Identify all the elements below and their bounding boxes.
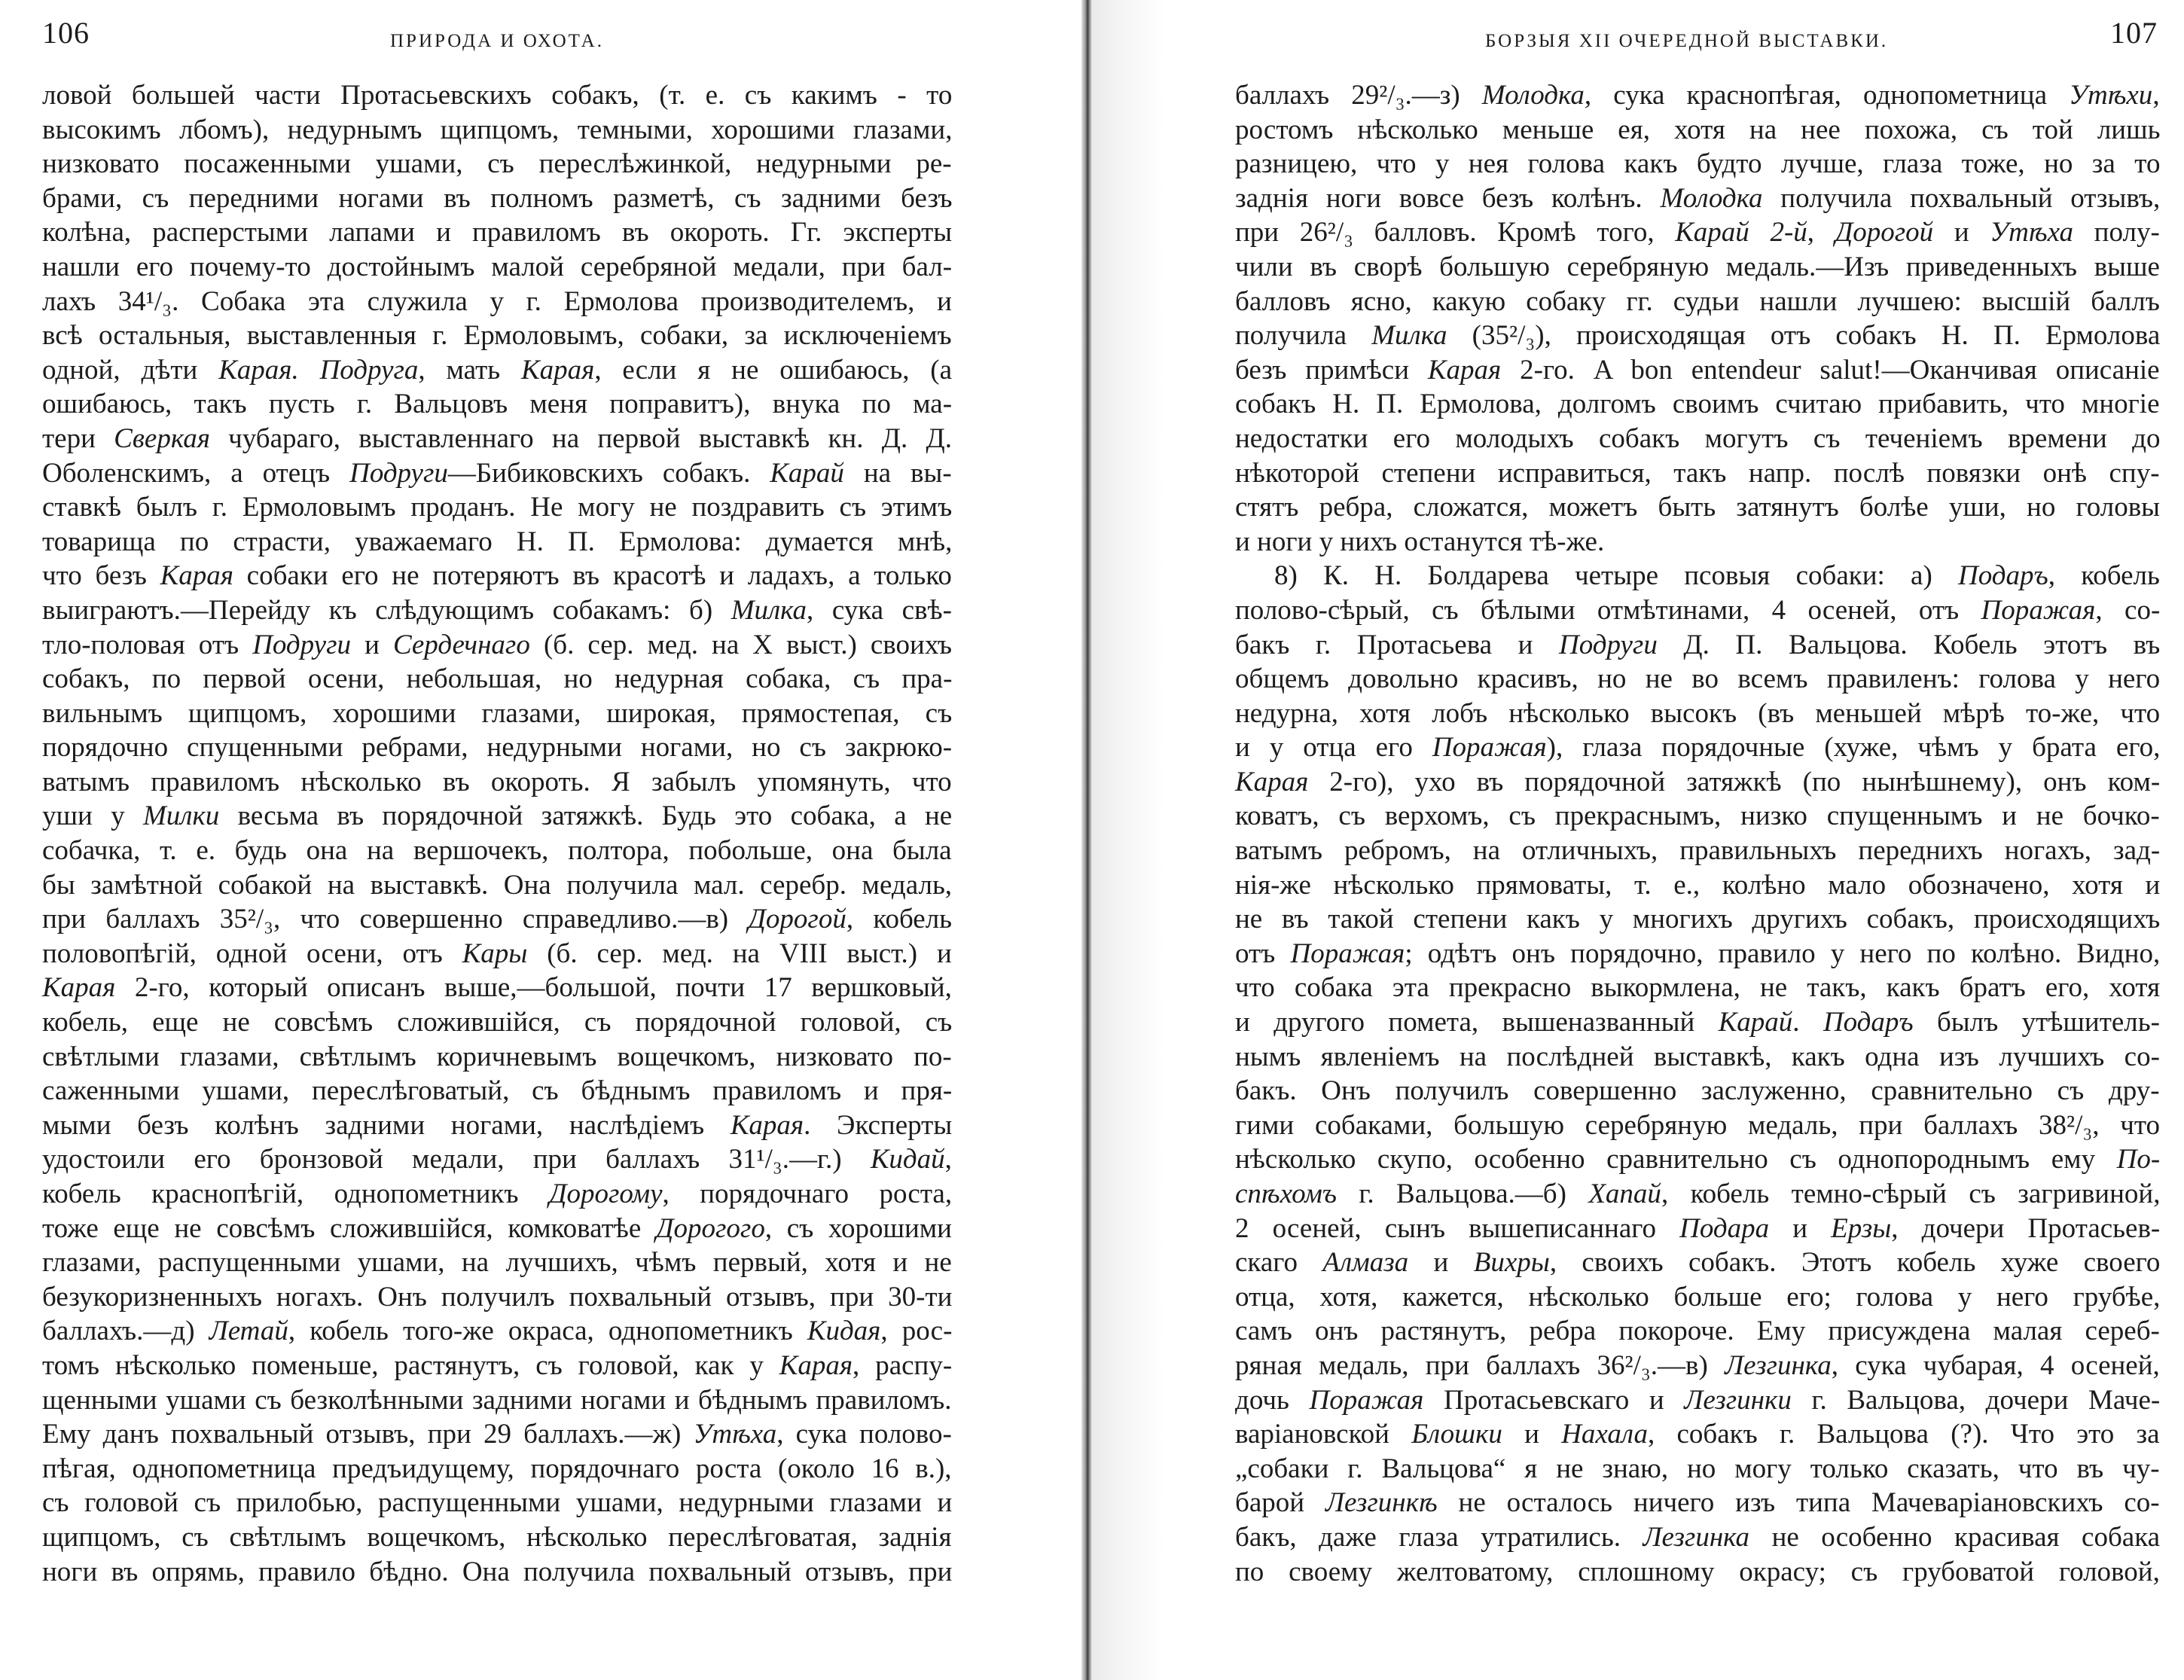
text-run: съ головой съ прилобью, распущенными ушами, недурными глазами и [42,1487,953,1519]
italic-name: Кары [462,938,528,969]
text-run: и [1769,1212,1832,1244]
text-run: отъ [1235,938,1291,969]
italic-name: Подаръ [1823,1007,1914,1038]
text-line [1235,1314,2160,1349]
text-line [42,559,952,593]
text-line [42,593,952,628]
text-run: , кобель [2048,560,2160,592]
text-run: коватъ, съ верхомъ, съ прекраснымъ, низко спущеннымъ и не бочко- [1235,800,2160,832]
text-run: ноги въ опрямь, правило бѣдно. Она получила похвальный отзывъ, при [42,1556,953,1587]
italic-name: спѣхомъ [1235,1178,1338,1209]
text-line [42,1383,952,1418]
text-run: барой [1235,1487,1325,1519]
text-run: г. Вальцова.—б) [1337,1178,1589,1209]
text-run: , своихъ собакъ. Этотъ кобель хуже своего [1549,1247,2161,1279]
text-run: , если я не ошибаюсь, (а [594,354,953,386]
italic-name: Карая [521,354,595,386]
text-run: вильнымъ щипцомъ, хорошими глазами, широкая, прямостепая, съ [42,697,953,729]
italic-name: Кидай [870,1144,945,1175]
text-line [1235,868,2160,903]
italic-name: Кидая [807,1316,881,1347]
text-run: (35²/₃), происходящая отъ собакъ Н. П. Ермолова [1447,320,2161,352]
text-line [1235,559,2160,593]
italic-name: Карая [730,1109,804,1141]
text-run: , [1807,217,1835,248]
text-run: не въ такой степени какъ у многихъ другихъ собакъ, происходящихъ [1235,904,2161,935]
text-line [1235,628,2160,663]
text-run: ставкѣ былъ г. Ермоловымъ проданъ. Не могу не поздравить съ этимъ [42,492,953,523]
text-line [1235,1383,2160,1418]
italic-name: Лезгинка [1725,1349,1832,1381]
text-line [1235,525,2160,559]
text-line [42,662,952,697]
text-line [1235,78,2160,113]
italic-name: Алмаза [1322,1247,1409,1279]
italic-name: Дорогому [548,1178,663,1209]
text-run: ловой большей части Протасьевскихъ собакъ, (т. е. съ какимъ - то [42,80,953,111]
text-line [1235,422,2160,456]
page-number: 107 [2110,16,2158,50]
text-line [1235,902,2160,937]
text-line [1235,697,2160,731]
text-run: Д. П. Вальцова. Кобель этотъ въ [1657,629,2161,660]
text-run: заднія ноги вовсе безъ колѣнъ. [1235,182,1661,214]
text-run: кобель краснопѣгій, однопометникъ [42,1178,549,1209]
text-line [1235,1074,2160,1108]
italic-name: Карая. Подруга [218,354,419,386]
text-run: и ноги у нихъ останутся тѣ-же. [1235,526,1605,557]
text-run: пѣгая, однопометница предъидущему, порядочнаго роста (около 16 в.), [42,1453,952,1484]
text-run: что безъ [42,560,160,592]
text-line [1235,215,2160,250]
text-line [42,1280,952,1315]
text-run: , сука полово- [776,1419,952,1450]
text-line [1235,113,2160,148]
text-line [42,1486,952,1520]
italic-name: По- [2116,1144,2161,1175]
italic-name: Дорогой [1835,217,1934,248]
text-run: безукоризненныхъ ногахъ. Онъ получилъ похвальный отзывъ, при 30-ти [42,1281,953,1313]
text-line [42,113,952,148]
text-run: половопѣгій, одной осени, отъ [42,938,462,969]
italic-name: Хапай [1588,1178,1661,1209]
italic-name: Карай 2-й [1675,217,1807,248]
text-line [1235,1349,2160,1383]
text-run: , кобель темно-сѣрый съ загривиной, [1661,1178,2161,1209]
text-line [1235,937,2160,971]
text-run: общемъ довольно красивъ, но не во всемъ правиленъ: голова у него [1235,663,2161,695]
text-line [1235,593,2160,628]
text-run: получила похвальный отзывъ, [1762,182,2161,214]
text-run: и [1408,1247,1474,1279]
text-run: ошибаюсь, такъ пусть г. Вальцовъ меня поправитъ), внука по ма- [42,389,953,420]
text-run: 2 осеней, сынъ вышеписаннаго [1235,1212,1680,1244]
text-run: кобель, еще не совсѣмъ сложившійся, съ порядочной головой, съ [42,1007,953,1038]
text-run: колѣна, расперстыми лапами и правиломъ въ окороть. Гг. эксперты [42,217,953,248]
text-line [1235,1005,2160,1040]
text-run: ватымъ ребромъ, на отличныхъ, правильныхъ переднихъ ногахъ, зад- [1235,835,2161,867]
text-run: (б. сер. мед. на X выст.) своихъ [529,629,953,660]
text-run: свѣтлыми глазами, свѣтлымъ коричневымъ вощечкомъ, низковато по- [42,1041,952,1072]
text-line [1235,1520,2160,1555]
text-run: недурна, хотя лобъ нѣсколько высокъ (въ меньшей мѣрѣ то-же, что [1235,697,2161,729]
text-line [1235,387,2160,422]
text-run: всѣ остальныя, выставленныя г. Ермоловымъ, собаки, за исключеніемъ [42,320,952,352]
text-run: бакъ, даже глаза утратились. [1235,1521,1643,1553]
text-line [42,215,952,250]
text-line [42,181,952,216]
italic-name: Ерзы [1831,1212,1892,1244]
text-line [42,1555,952,1590]
italic-name: Милки [142,800,220,832]
text-run: , распу- [853,1349,953,1381]
italic-name: Карай [770,457,844,489]
text-line [1235,1108,2160,1143]
text-line [1235,490,2160,525]
text-run: былъ утѣшитель- [1913,1007,2160,1038]
text-line [42,628,952,663]
text-line [42,422,952,456]
italic-name: Лезгинка [1643,1521,1750,1553]
italic-name: Карай [1718,1007,1793,1038]
text-run: скаго [1235,1247,1323,1279]
text-line [42,387,952,422]
text-run: лахъ 34¹/₃. Собака эта служила у г. Ермолова производителемъ, и [42,285,952,317]
text-line [42,1314,952,1349]
text-line [42,765,952,800]
text-run: 2-го, который описанъ выше,—большой, почти 17 вершковый, [115,972,952,1004]
italic-name: Поражая [1290,938,1405,969]
text-run: и у отца его [1235,732,1432,764]
text-line [42,1177,952,1212]
text-line [42,1005,952,1040]
text-line [42,730,952,765]
text-run: нѣкоторой степени исправиться, такъ напр. послѣ повязки онѣ спу- [1235,457,2160,489]
text-run: 2-го. A bon entendeur salut!—Оканчивая описаніе [1501,354,2160,386]
text-run: по своему желтоватому, сплошному окрасу; съ грубоватой головой, [1235,1556,2160,1587]
text-run: балловъ ясно, какую собаку гг. судьи нашли лучшею: высшій баллъ [1235,285,2160,317]
text-run: низковато посаженными ушами, съ переслѣжинкой, недурными ре- [42,148,952,180]
text-line [42,1142,952,1177]
italic-name: Блошки [1411,1419,1502,1450]
text-run: , сука свѣ- [807,594,952,626]
text-run: и [1933,217,1990,248]
text-line [42,902,952,937]
text-run: . [1792,1007,1823,1038]
italic-name: Поражая [1981,594,2096,626]
text-run: гими собаками, большую серебряную медаль, при баллахъ 38²/₃, что [1235,1109,2161,1141]
text-run: выиграютъ.—Перейду къ слѣдующимъ собакамъ: б) [42,594,731,626]
text-run: полу- [2073,217,2160,248]
text-run: г. Вальцова, дочери Маче- [1791,1384,2161,1416]
text-run: не особенно красивая собака [1749,1521,2161,1553]
text-run: собачка, т. е. будь она на вершочекъ, полтора, побольше, она была [42,835,952,867]
text-line [42,1074,952,1108]
text-run: что собака эта прекрасно выкормлена, не такъ, какъ братъ его, хотя [1235,972,2161,1004]
italic-name: Подаръ [1958,560,2048,592]
text-line [1235,1486,2160,1520]
text-line [42,456,952,491]
text-run: , порядочнаго роста, [662,1178,953,1209]
text-run: тло-половая отъ [42,629,253,660]
italic-name: Карая [160,560,233,592]
text-run: нія-же нѣсколько прямоваты, т. е., колѣно мало обозначено, хотя и [1235,869,2161,901]
text-run: . Эксперты [804,1109,953,1141]
page-number: 106 [42,16,90,50]
italic-name: Подара [1679,1212,1770,1244]
italic-name: Летай [209,1316,288,1347]
text-run: баллахъ.—д) [42,1316,209,1347]
text-line [42,490,952,525]
text-line [42,285,952,319]
text-run: порядочно спущенными ребрами, недурными ногами, но съ закрюко- [42,732,953,764]
text-run: мыми безъ колѣнъ задними ногами, наслѣдіемъ [42,1109,731,1141]
text-run: нымъ явленіемъ на послѣдней выставкѣ, какъ одна изъ лучшихъ со- [1235,1041,2160,1072]
text-run: дочь [1235,1384,1310,1416]
text-line [1235,319,2160,353]
text-run: бакъ. Онъ получилъ совершенно заслуженно, сравнительно съ дру- [1235,1075,2160,1107]
text-run: —Бибиковскихъ собакъ. [447,457,770,489]
text-run: Оболенскимъ, а отецъ [42,457,350,489]
text-run: бакъ г. Протасьева и [1235,629,1560,660]
text-line [42,78,952,113]
italic-name: Вихры [1473,1247,1550,1279]
italic-name: Нахала [1561,1419,1648,1450]
text-run: собаки его не потеряютъ въ красотѣ и ладахъ, а только [233,560,952,592]
italic-name: Поражая [1432,732,1547,764]
italic-name: Утѣха [693,1419,777,1450]
text-line [1235,1212,2160,1246]
italic-name: Поражая [1309,1384,1424,1416]
text-run: собакъ Н. П. Ермолова, долгомъ своимъ считаю прибавить, что многіе [1235,389,2160,420]
text-line [42,1349,952,1383]
text-run: недостатки его молодыхъ собакъ могутъ съ теченіемъ времени до [1235,422,2161,454]
italic-name: Утѣха [1990,217,2074,248]
italic-name: Милка [1371,320,1447,352]
text-line [1235,662,2160,697]
text-line [1235,834,2160,868]
italic-name: Милка [731,594,807,626]
text-line [42,1040,952,1075]
text-run: чубараго, выставленнаго на первой выставкѣ кн. Д. Д. [209,422,952,454]
text-run: 2-го), ухо въ порядочной затяжкѣ (по нынѣшнему), онъ ком- [1308,766,2161,797]
text-run: одной, дѣти [42,354,219,386]
italic-name: Сверкая [114,422,210,454]
text-run: , кобель того-же окраса, однопометникъ [288,1316,807,1347]
text-run: отца, хотя, кажется, нѣсколько больше его; голова у него грубѣе, [1235,1281,2161,1313]
text-line [1235,250,2160,285]
text-run: , рос- [880,1316,953,1347]
text-line [42,1520,952,1555]
left-page [0,0,1084,1680]
italic-name: Молодка [1660,182,1763,214]
text-run: баллахъ 29²/₃.—з) [1235,80,1482,111]
text-run: товарища по страсти, уважаемаго Н. П. Ермолова: думается мнѣ, [42,526,953,557]
text-line [42,937,952,971]
text-run: , кобель [846,904,953,935]
text-run: на вы- [843,457,952,489]
text-line [1235,353,2160,388]
text-line [42,1108,952,1143]
text-line [42,834,952,868]
text-line [1235,799,2160,834]
text-run: получила [1235,320,1372,352]
text-run: , [2152,80,2160,111]
italic-name: Подруги [1559,629,1658,660]
text-line [1235,181,2160,216]
text-run: варіановской [1235,1419,1412,1450]
text-run: бы замѣтной собакой на выставкѣ. Она получила мал. серебр. медаль, [42,869,953,901]
text-line [1235,971,2160,1005]
text-run: Протасьевскаго и [1423,1384,1685,1416]
text-run: , со- [2095,594,2161,626]
italic-name: Молодка [1481,80,1585,111]
text-line [42,525,952,559]
text-line [1235,147,2160,181]
text-run: и [351,629,393,660]
text-run: , мать [418,354,522,386]
text-run: тери [42,422,114,454]
text-run: собакъ, по первой осени, небольшая, но недурная собака, съ пра- [42,663,953,695]
text-run: Ему данъ похвальный отзывъ, при 29 баллахъ.—ж) [42,1419,694,1450]
text-line [1235,1417,2160,1452]
text-line [1235,1142,2160,1177]
italic-name: Карая [42,972,116,1004]
italic-name: Карая [779,1349,853,1381]
text-line [42,697,952,731]
text-run: тоже еще не совсѣмъ сложившійся, комковатѣе [42,1212,656,1244]
text-line [1235,456,2160,491]
text-line [42,1212,952,1246]
text-run: разницею, что у нея голова какъ будто лучше, глаза тоже, но за то [1235,148,2161,180]
text-run: (б. сер. мед. на VIII выст.) и [527,938,952,969]
text-run: томъ нѣсколько поменьше, растянутъ, съ головой, как у [42,1349,779,1381]
italic-name: Дорогого [655,1212,765,1244]
text-line [42,971,952,1005]
text-run: щенными ушами съ безколѣнными задними ногами и бѣднымъ правиломъ. [42,1384,952,1416]
text-run: при баллахъ 35²/₃, что совершенно справедливо.—в) [42,904,749,935]
text-run: глазами, распущенными ушами, на лучшихъ, чѣмъ первый, хотя и не [42,1247,952,1279]
text-run: нѣсколько скупо, особенно сравнительно съ однопороднымъ ему [1235,1144,2117,1175]
text-run: и [1502,1419,1562,1450]
text-run: ), глаза порядочные (хуже, чѣмъ у брата его, [1546,732,2161,764]
text-run: , дочери Протасьев- [1891,1212,2161,1244]
italic-name: Утѣхи [2069,80,2153,111]
body-text [42,78,952,1589]
text-line [1235,285,2160,319]
text-run: чили въ сворѣ большую серебряную медаль.—Изъ приведенныхъ выше [1235,251,2160,282]
text-run: самъ онъ растянутъ, ребра покороче. Ему присуждена малая сереб- [1235,1316,2160,1347]
text-run: при 26²/₃ балловъ. Кромѣ того, [1235,217,1676,248]
text-line [42,319,952,353]
text-run: 8) К. Н. Болдарева четыре псовыя собаки: а) [1274,560,1959,592]
text-line [1235,1280,2160,1315]
text-run: ряная медаль, при баллахъ 36²/₃.—в) [1235,1349,1725,1381]
text-run: ватымъ правиломъ нѣсколько въ окороть. Я забылъ упомянуть, что [42,766,952,797]
text-line [1235,1555,2160,1590]
italic-name: Подруги [349,457,448,489]
text-line [1235,1452,2160,1486]
text-line [42,147,952,181]
italic-name: Сердечнаго [392,629,530,660]
text-run: не осталось ничего изъ типа Мачеваріановскихъ со- [1437,1487,2160,1519]
text-run: , съ хорошими [764,1212,952,1244]
text-run: ростомъ нѣсколько меньше ея, хотя на нее похожа, съ той лишь [1235,114,2161,145]
text-run: стятъ ребра, сложатся, можетъ быть затянутъ болѣе уши, но головы [1235,492,2161,523]
running-head: БОРЗЫЯ XII ОЧЕРЕДНОЙ ВЫСТАВКИ. [1485,31,1889,51]
body-text [1235,78,2160,1589]
text-run: , сука краснопѣгая, однопометница [1584,80,2070,111]
text-line [42,1452,952,1486]
text-run: и другого помета, вышеназванный [1235,1007,1719,1038]
right-page [1092,0,2184,1680]
text-run: брами, съ передними ногами въ полномъ разметѣ, съ задними безъ [42,182,953,214]
text-run: безъ примѣси [1235,354,1428,386]
text-line [1235,1040,2160,1075]
text-run: , сука чубарая, 4 осеней, [1831,1349,2160,1381]
text-run: саженными ушами, переслѣговатый, съ бѣднымъ правиломъ и пря- [42,1075,953,1107]
italic-name: Карая [1235,766,1309,797]
text-line [42,799,952,834]
text-line [42,353,952,388]
text-line [42,868,952,903]
text-run: щипцомъ, съ свѣтлымъ вощечкомъ, нѣсколько переслѣговатая, заднія [42,1521,952,1553]
text-line [1235,765,2160,800]
italic-name: Лезгинки [1684,1384,1792,1416]
text-run: , [944,1144,952,1175]
text-run: уши у [42,800,143,832]
running-head: ПРИРОДА И ОХОТА. [390,31,604,51]
text-line [42,1417,952,1452]
text-run: полово-сѣрый, съ бѣлыми отмѣтинами, 4 осеней, отъ [1235,594,1981,626]
text-run: весьма въ порядочной затяжкѣ. Будь это собака, а не [219,800,953,832]
text-run: высокимъ лбомъ), недурнымъ щипцомъ, темными, хорошими глазами, [42,114,953,145]
text-line [42,250,952,285]
italic-name: Лезгинкѣ [1325,1487,1438,1519]
italic-name: Карая [1427,354,1502,386]
text-line [1235,730,2160,765]
text-line [1235,1177,2160,1212]
italic-name: Дорогой [748,904,846,935]
text-run: „собаки г. Вальцова“ я не знаю, но могу только сказать, что въ чу- [1235,1453,2160,1484]
text-line [42,1246,952,1280]
text-run: , собакъ г. Вальцова (?). Что это за [1647,1419,2160,1450]
text-run: удостоили его бронзовой медали, при баллахъ 31¹/₃.—г.) [42,1144,871,1175]
text-line [1235,1246,2160,1280]
italic-name: Подруги [252,629,352,660]
text-run: нашли его почему-то достойнымъ малой серебряной медали, при бал- [42,251,953,282]
text-run: ; одѣтъ онъ порядочно, правило у него по колѣно. Видно, [1405,938,2161,969]
